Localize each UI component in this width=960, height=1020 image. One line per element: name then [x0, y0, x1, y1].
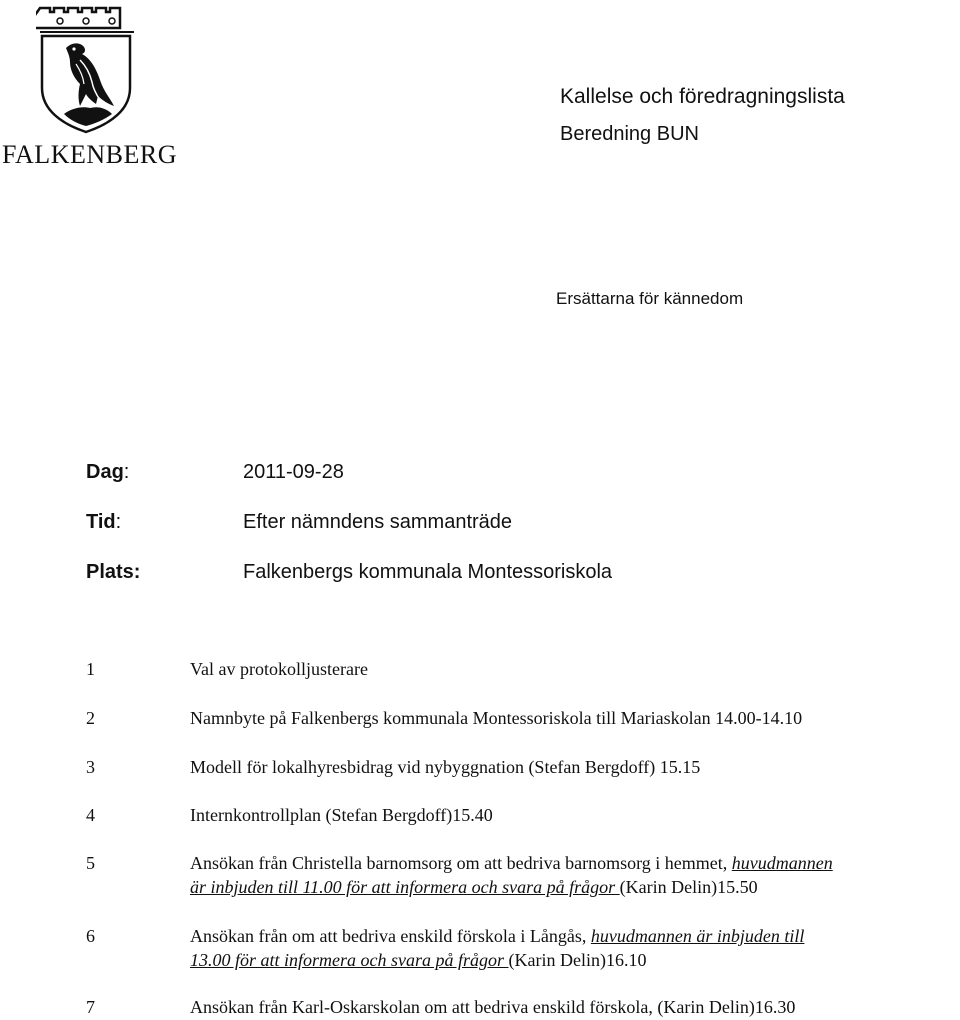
coat-of-arms-icon — [36, 2, 136, 134]
agenda-item-text: Modell för lokalhyresbidrag vid nybyggnation (Stefan Bergdoff) 15.15 — [190, 757, 701, 777]
plats-value: Falkenbergs kommunala Montessoriskola — [243, 561, 613, 583]
plats-label: Plats: — [86, 561, 141, 583]
falkenberg-logo — [0, 0, 177, 172]
agenda-item-text: Ansökan från om att bedriva enskild förskola i Långås, — [190, 926, 591, 946]
dag-label: Dag — [86, 461, 124, 483]
invitation-note: är inbjuden till 11.00 för att informera och svara på frågor — [190, 877, 620, 897]
recipients-note: Ersättarna för kännedom — [556, 289, 744, 308]
document-subtitle: Beredning BUN — [560, 123, 699, 145]
document-title: Kallelse och föredragningslista — [560, 85, 845, 108]
agenda-item-text: (Karin Delin)15.50 — [619, 877, 758, 897]
dag-value: 2011-09-28 — [243, 461, 344, 483]
agenda-item-number: 4 — [86, 805, 95, 825]
agenda-item-text: Val av protokolljusterare — [190, 659, 368, 679]
agenda-item-number: 1 — [86, 659, 95, 679]
agenda-item-text: (Karin Delin)16.10 — [508, 950, 647, 970]
agenda-item-text: Ansökan från Karl-Oskarskolan om att bedriva enskild förskola, (Karin Delin)16.30 — [190, 997, 796, 1017]
logo-text: FALKENBERG — [2, 140, 177, 169]
agenda-item-number: 2 — [86, 708, 95, 728]
invitation-note: huvudmannen är inbjuden till — [590, 926, 805, 946]
agenda-item-text: Internkontrollplan (Stefan Bergdoff)15.40 — [190, 805, 493, 825]
invitation-note: huvudmannen — [731, 853, 833, 873]
agenda-item-number: 3 — [86, 757, 95, 777]
agenda-item-text: Namnbyte på Falkenbergs kommunala Montessoriskola till Mariaskolan 14.00-14.10 — [190, 708, 803, 728]
tid-label: Tid — [86, 511, 116, 533]
agenda-item-number: 5 — [86, 853, 95, 873]
invitation-note: 13.00 för att informera och svara på frågor — [190, 950, 509, 970]
agenda-item-text: Ansökan från Christella barnomsorg om att bedriva barnomsorg i hemmet, — [190, 853, 732, 873]
tid-value: Efter nämndens sammanträde — [243, 511, 513, 533]
agenda-item-number: 7 — [86, 997, 95, 1017]
agenda-item-number: 6 — [86, 926, 95, 946]
